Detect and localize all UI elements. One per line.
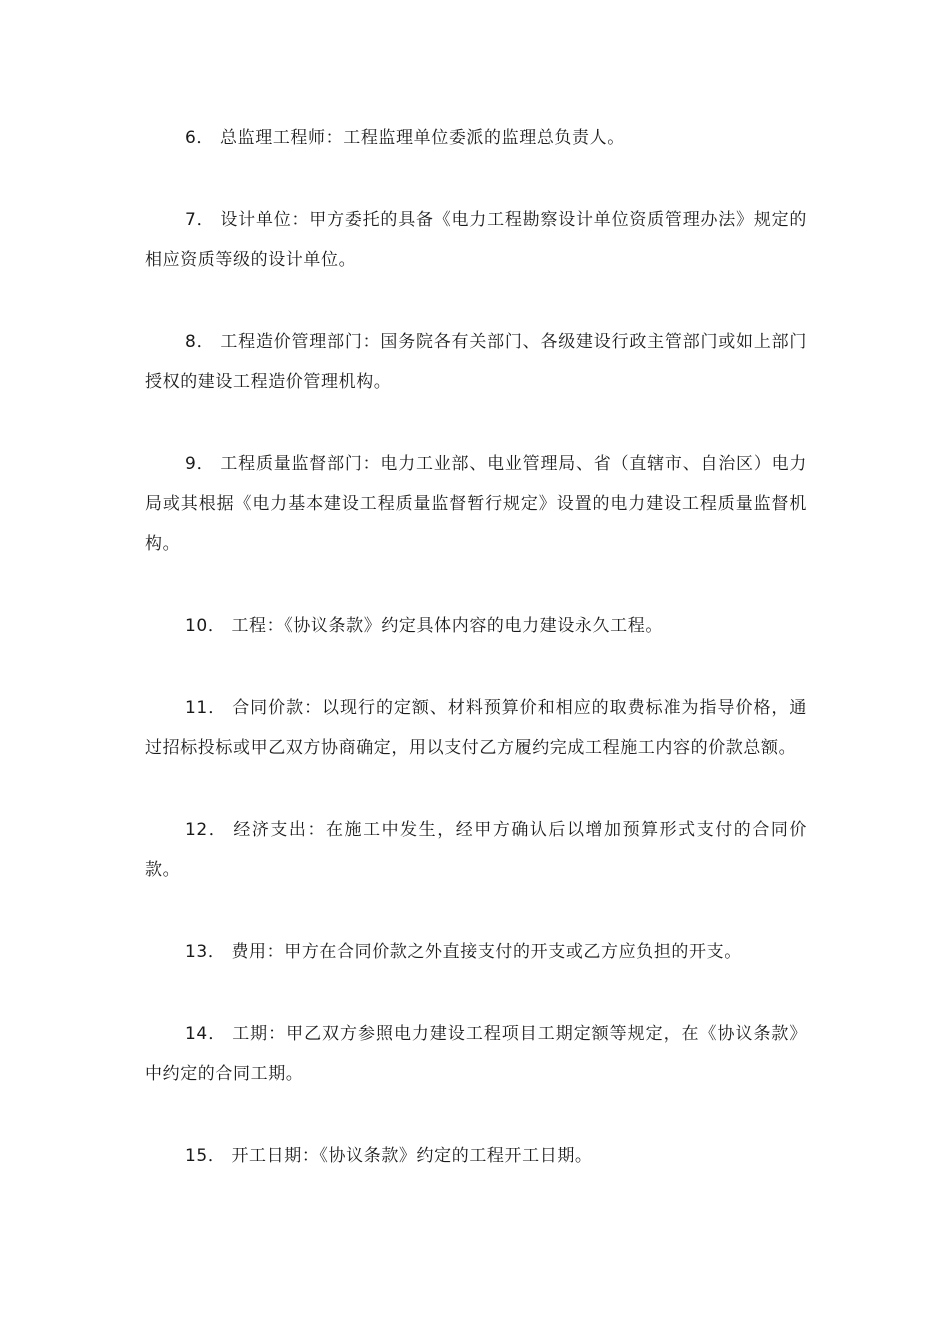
clause-paragraph-14 <box>145 1014 807 1094</box>
clause-number: 14． <box>185 1024 227 1044</box>
clause-text: 设计单位：甲方委托的具备《电力工程勘察设计单位资质管理办法》规定的相应资质等级的设计单位。 <box>145 210 807 270</box>
clause-number: 13． <box>185 942 226 962</box>
clause-number: 6． <box>185 128 215 148</box>
clause-paragraph-12 <box>145 810 807 890</box>
clause-text: 工程质量监督部门：电力工业部、电业管理局、省（直辖市、自治区）电力局或其根据《电力基本建设工程质量监督暂行规定》设置的电力建设工程质量监督机构。 <box>145 454 807 554</box>
clause-text: 费用：甲方在合同价款之外直接支付的开支或乙方应负担的开支。 <box>231 942 742 962</box>
clause-text: 合同价款：以现行的定额、材料预算价和相应的取费标准为指导价格，通过招标投标或甲乙双方协商确定，用以支付乙方履约完成工程施工内容的价款总额。 <box>145 698 807 758</box>
clause-text: 工程：《协议条款》约定具体内容的电力建设永久工程。 <box>231 616 663 636</box>
clause-number: 12． <box>185 820 228 840</box>
clause-number: 15． <box>185 1146 226 1166</box>
clause-text: 工期：甲乙双方参照电力建设工程项目工期定额等规定，在《协议条款》中约定的合同工期。 <box>145 1024 807 1084</box>
clause-number: 10． <box>185 616 226 636</box>
clause-paragraph-10 <box>145 606 807 646</box>
clause-number: 7． <box>185 210 215 230</box>
clause-text: 开工日期：《协议条款》约定的工程开工日期。 <box>231 1146 593 1166</box>
clause-text: 总监理工程师：工程监理单位委派的监理总负责人。 <box>220 128 625 148</box>
clause-paragraph-11 <box>145 688 807 768</box>
document-body <box>145 118 807 1218</box>
clause-paragraph-7 <box>145 200 807 280</box>
clause-paragraph-6 <box>145 118 807 158</box>
clause-paragraph-13 <box>145 932 807 972</box>
clause-paragraph-9 <box>145 444 807 564</box>
clause-number: 8． <box>185 332 215 352</box>
clause-number: 9． <box>185 454 215 474</box>
clause-paragraph-8 <box>145 322 807 402</box>
clause-text: 经济支出：在施工中发生，经甲方确认后以增加预算形式支付的合同价款。 <box>145 820 807 880</box>
clause-paragraph-15 <box>145 1136 807 1176</box>
clause-text: 工程造价管理部门：国务院各有关部门、各级建设行政主管部门或如上部门授权的建设工程造价管理机构。 <box>145 332 807 392</box>
clause-number: 11． <box>185 698 227 718</box>
